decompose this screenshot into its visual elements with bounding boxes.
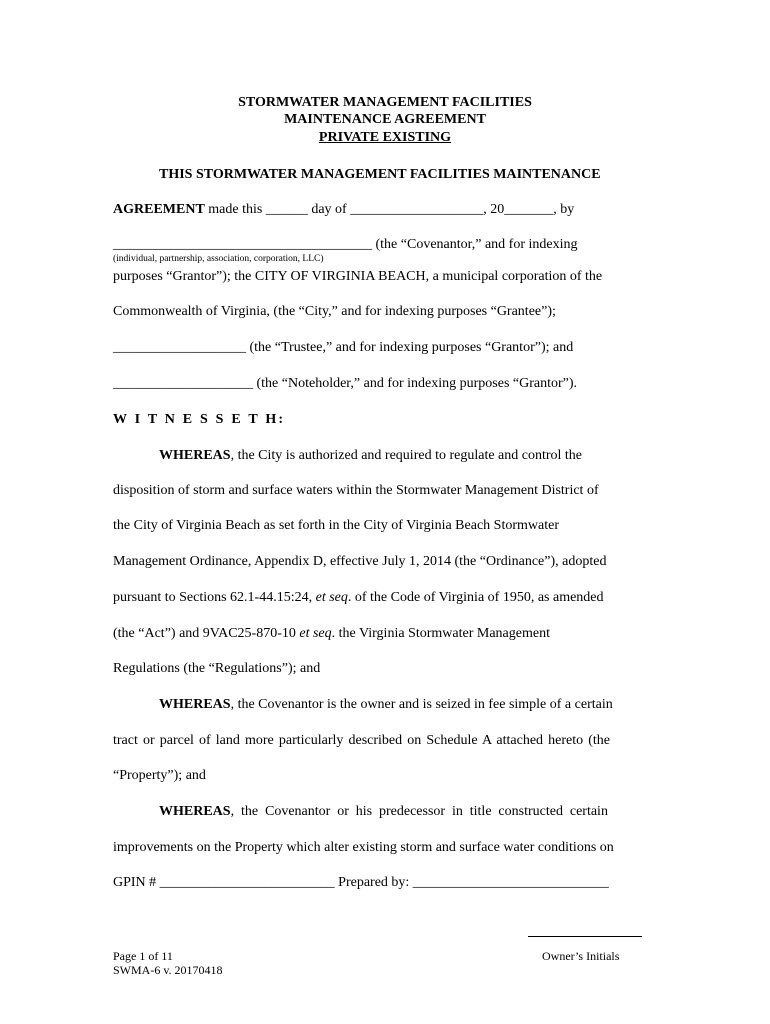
- witnesseth-heading: W I T N E S S E T H:: [113, 412, 286, 427]
- gpin-prepared-by-line: GPIN # _________________________ Prepared by: ____________________________: [113, 875, 609, 890]
- page-number: Page 1 of 11: [113, 949, 173, 963]
- intro-heading: THIS STORMWATER MANAGEMENT FACILITIES MAINTENANCE: [159, 167, 601, 182]
- whereas2-line-2: tract or parcel of land more particularly described on Schedule A attached hereto (the: [113, 733, 610, 748]
- whereas1-line-2: disposition of storm and surface waters within the Stormwater Management District of: [113, 483, 599, 498]
- whereas1-line-5-a: pursuant to Sections 62.1-44.15:24,: [113, 590, 316, 605]
- whereas3-bold: WHEREAS: [159, 804, 231, 819]
- whereas1-line-6-b: . the Virginia Stormwater Management: [331, 626, 550, 641]
- agreement-line: [113, 202, 574, 218]
- whereas1-line-7: Regulations (the “Regulations”); and: [113, 661, 321, 676]
- whereas1-line-6-italic: et seq: [299, 626, 332, 641]
- whereas1-line-1-text: , the City is authorized and required to regulate and control the: [230, 448, 583, 463]
- whereas1-line-1: [159, 448, 582, 464]
- form-version: SWMA-6 v. 20170418: [113, 963, 223, 977]
- whereas1-line-6-a: (the “Act”) and 9VAC25-870-10: [113, 626, 300, 641]
- title-line-1: STORMWATER MANAGEMENT FACILITIES: [238, 95, 532, 110]
- whereas3-line-2: improvements on the Property which alter existing storm and surface water conditions on: [113, 840, 614, 855]
- whereas2-line-3: “Property”); and: [113, 768, 206, 783]
- whereas1-line-6: [113, 626, 550, 642]
- noteholder-line: ____________________ (the “Noteholder,” and for indexing purposes “Grantor”).: [113, 376, 578, 391]
- grantor-line: purposes “Grantor”); the CITY OF VIRGINIA BEACH, a municipal corporation of the: [113, 269, 603, 284]
- whereas1-line-5-b: . of the Code of Virginia of 1950, as amended: [347, 590, 604, 605]
- agreement-bold: AGREEMENT: [113, 202, 205, 217]
- owners-initials-label: Owner’s Initials: [542, 949, 620, 963]
- title-line-3: [0, 130, 770, 146]
- whereas1-line-5-italic: et seq: [315, 590, 348, 605]
- whereas1-bold: WHEREAS: [159, 448, 231, 463]
- whereas1-line-5: [113, 590, 604, 606]
- whereas3-line-1-text: , the Covenantor or his predecessor in title constructed certain: [230, 804, 608, 819]
- whereas1-line-4: Management Ordinance, Appendix D, effective July 1, 2014 (the “Ordinance”), adopted: [113, 554, 607, 569]
- title-line-2: MAINTENANCE AGREEMENT: [284, 112, 486, 127]
- initials-signature-line: [528, 936, 642, 937]
- whereas3-line-1: [159, 804, 608, 820]
- whereas1-line-3: the City of Virginia Beach as set forth in the City of Virginia Beach Stormwater: [113, 518, 559, 533]
- whereas2-line-1: [159, 697, 613, 713]
- commonwealth-line: Commonwealth of Virginia, (the “City,” and for indexing purposes “Grantee”);: [113, 304, 556, 319]
- trustee-line: ___________________ (the “Trustee,” and for indexing purposes “Grantor”); and: [113, 340, 574, 355]
- agreement-rest: made this ______ day of ___________________, 20_______, by: [204, 202, 575, 217]
- covenantor-note: (individual, partnership, association, corporation, LLC): [113, 254, 324, 264]
- title-private-existing: PRIVATE EXISTING: [318, 130, 452, 145]
- covenantor-line: _____________________________________ (the “Covenantor,” and for indexing: [113, 237, 578, 252]
- whereas2-line-1-text: , the Covenantor is the owner and is seized in fee simple of a certain: [230, 697, 613, 712]
- whereas2-bold: WHEREAS: [159, 697, 231, 712]
